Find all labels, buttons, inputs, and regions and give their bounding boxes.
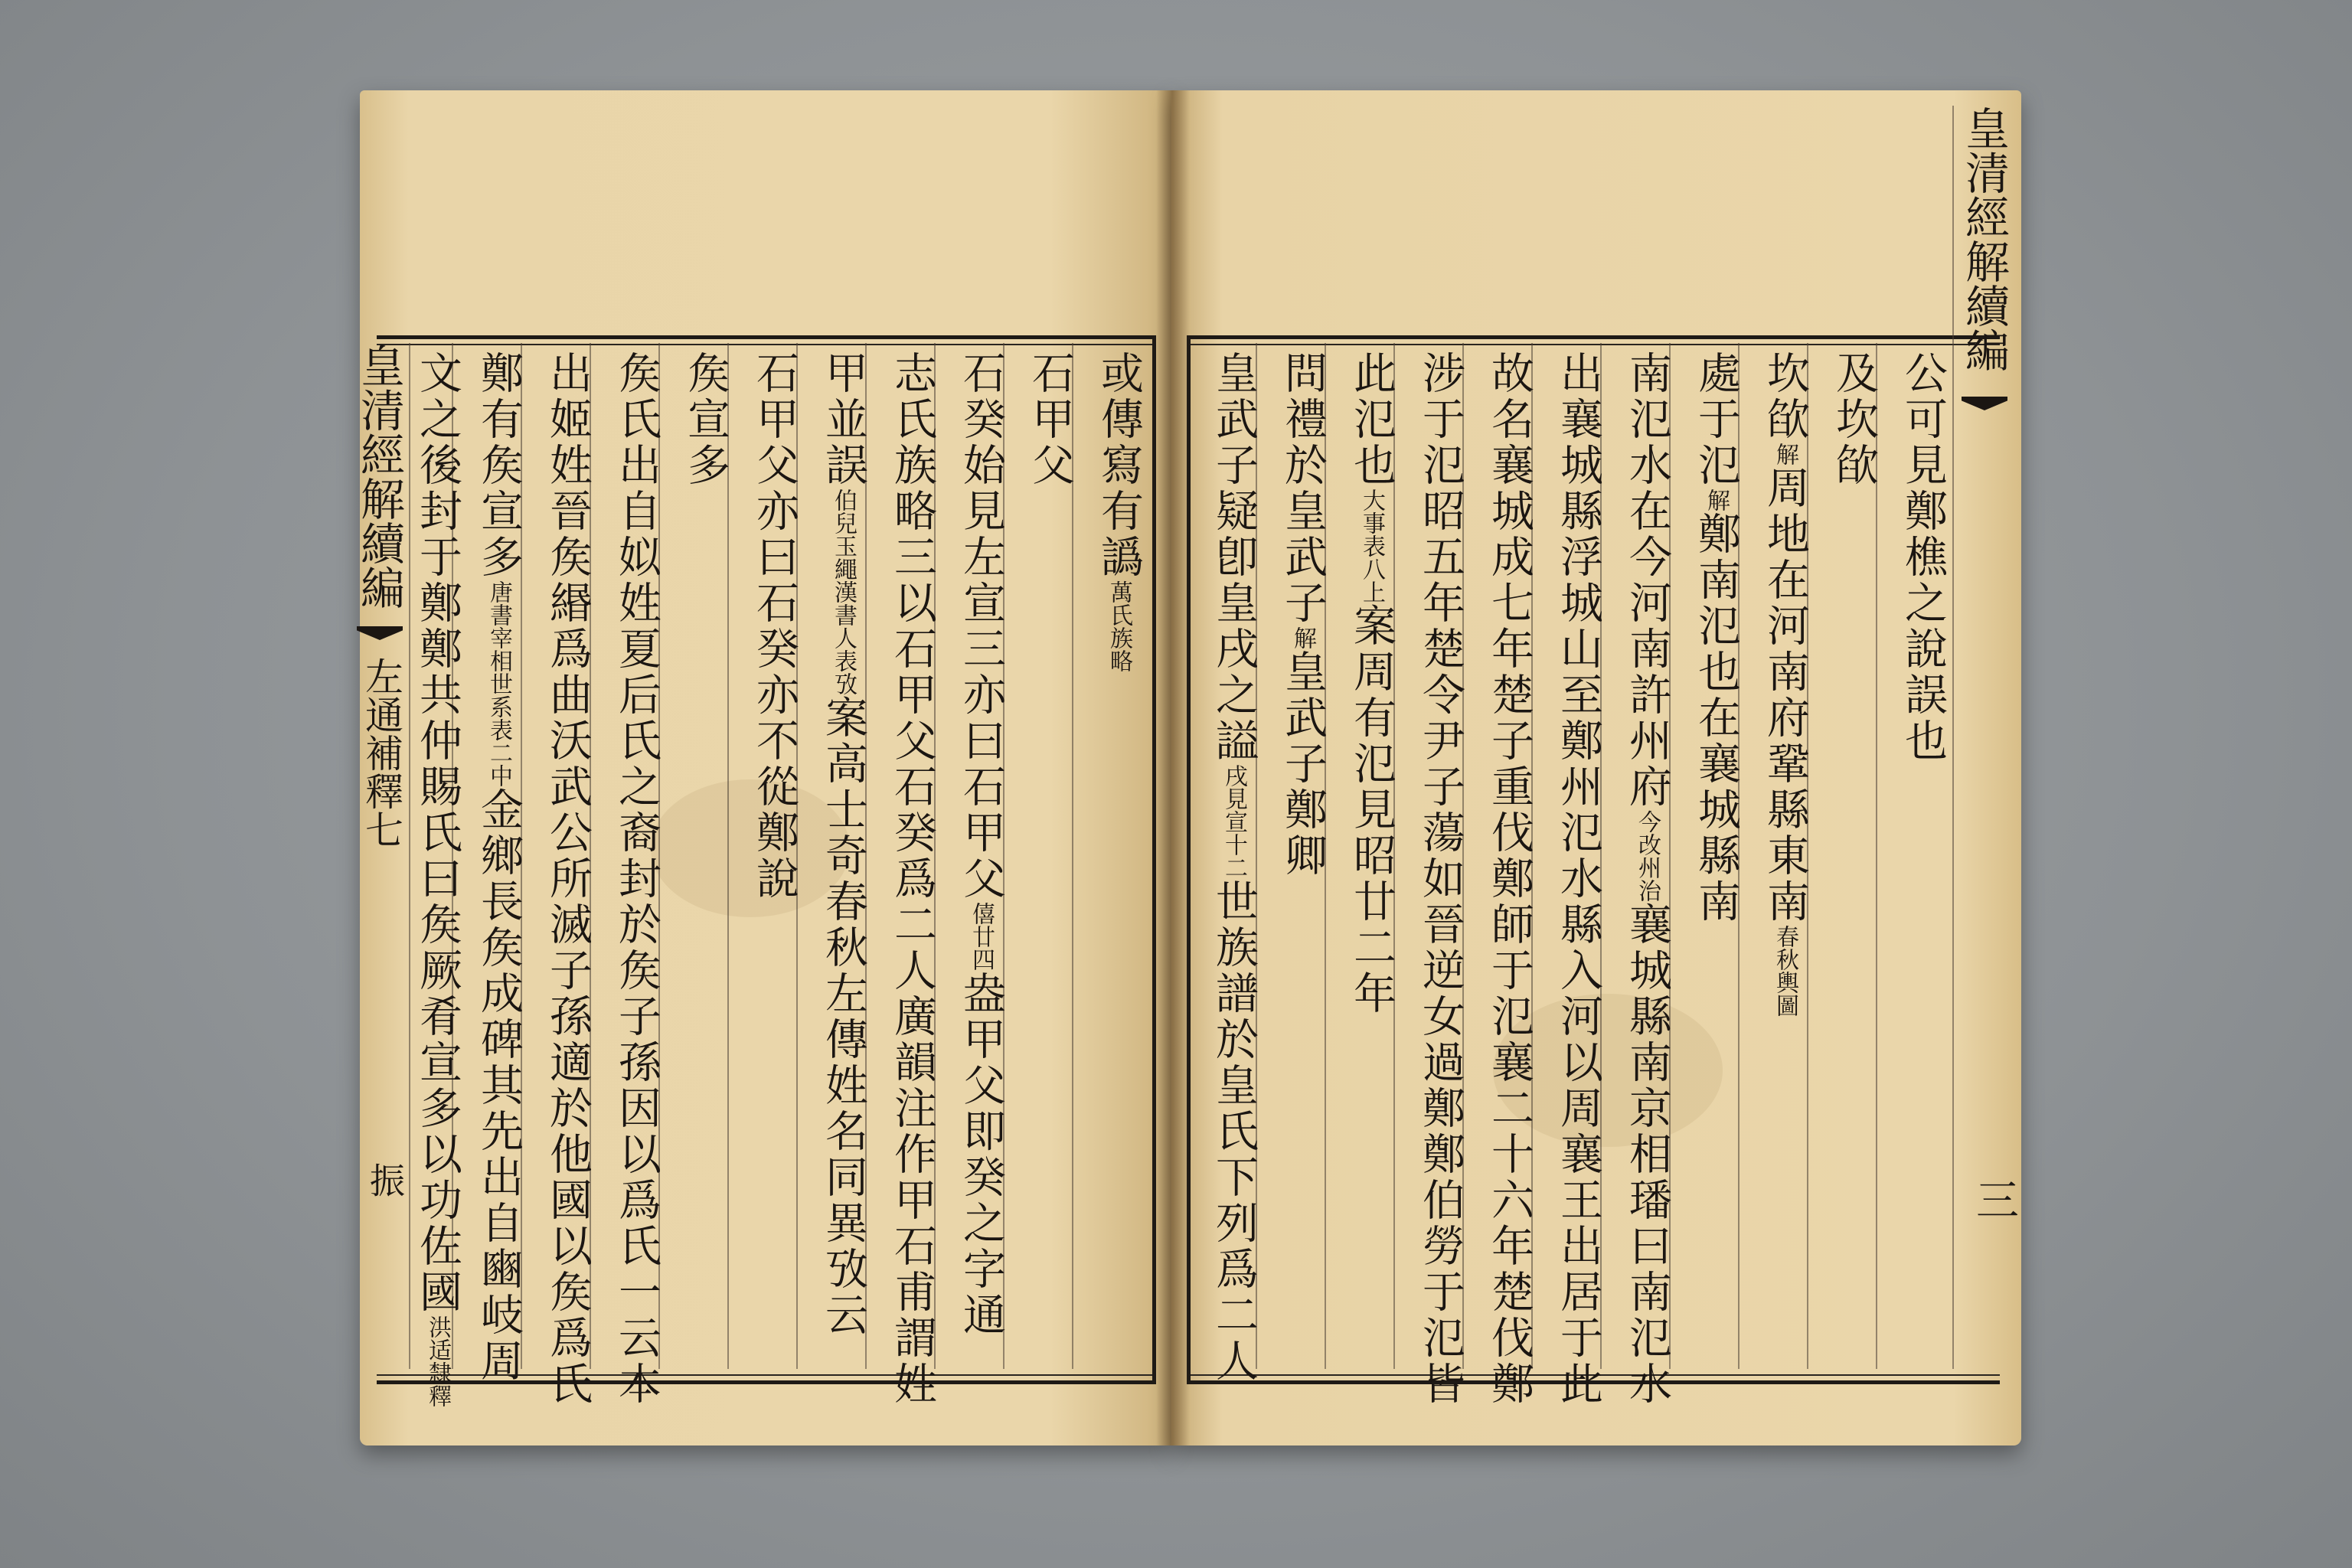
page-number: 三 [1969, 1178, 2019, 1220]
text-column: 出襄城縣浮城山至鄭州氾水縣入河以周襄王出居于此 [1553, 351, 1603, 1407]
text-column: 石甲父亦曰石癸亦不從鄭說 [750, 351, 799, 902]
text-column: 問禮於皇武子解皇武子鄭卿 [1278, 351, 1328, 879]
left-banxin-title: 皇清經解續編 [353, 343, 405, 609]
text-column: 甲並誤伯兒玉繩漢書人表攷案高士奇春秋左傳姓名同異攷云 [818, 351, 868, 1338]
open-book [353, 90, 2021, 1446]
left-banxin-section: 左通補釋七 [359, 657, 403, 848]
text-column: 公可見鄭樵之說誤也 [1898, 351, 1948, 764]
right-banxin-title: 皇清經解續編 [1958, 106, 2010, 372]
text-column: 矦宣多 [681, 351, 730, 488]
book-spine [1156, 90, 1190, 1446]
text-column: 或傳寫有譌萬氏族略 [1094, 351, 1144, 672]
text-column: 南氾水在今河南許州府今改州治襄城縣南京相璠曰南氾水 [1622, 351, 1672, 1407]
text-column: 故名襄城成七年楚子重伐鄭師于氾襄二十六年楚伐鄭 [1485, 351, 1534, 1407]
text-column: 處于氾解鄭南氾也在襄城縣南 [1691, 351, 1741, 925]
text-column: 涉于氾昭五年楚令尹子蕩如晉逆女過鄭鄭伯勞于氾皆 [1416, 351, 1465, 1407]
text-column: 出姬姓晉矦緡爲曲沃武公所滅子孫適於他國以矦爲氏 [543, 351, 593, 1407]
column-rule [1072, 343, 1073, 1369]
text-column: 及坎欿 [1829, 351, 1879, 488]
text-column: 此氾也大事表八上案周有氾見昭廿二年 [1347, 351, 1396, 1017]
left-banxin-mark: 振 [364, 1162, 406, 1197]
text-column: 矦氏出自姒姓夏后氏之裔封於矦子孫因以爲氏一云本 [612, 351, 662, 1407]
column-rule [727, 343, 729, 1369]
text-column: 石癸始見左宣三亦曰石甲父僖廿四盎甲父即癸之字通 [956, 351, 1006, 1338]
text-column: 坎欿解周地在河南府鞏縣東南春秋輿圖 [1760, 351, 1810, 1017]
text-column: 皇武子疑卽皇戌之謚戌見宣十二世族譜於皇氏下列爲二人 [1209, 351, 1259, 1384]
text-column: 石甲父 [1025, 351, 1075, 488]
banxin-rule [409, 343, 410, 1369]
text-column: 志氏族略三以石甲父石癸爲二人廣韻注作甲石甫謂姓 [887, 351, 937, 1407]
banxin-rule [1952, 106, 1954, 1369]
text-column: 鄭有矦宣多唐書宰相世系表二中金鄉長矦成碑其先出自豳岐周 [474, 351, 524, 1384]
text-column: 文之後封于鄭鄭共仲賜氏曰矦厥肴宣多以功佐國洪适隸釋 [413, 351, 462, 1407]
column-rule [1876, 343, 1877, 1369]
